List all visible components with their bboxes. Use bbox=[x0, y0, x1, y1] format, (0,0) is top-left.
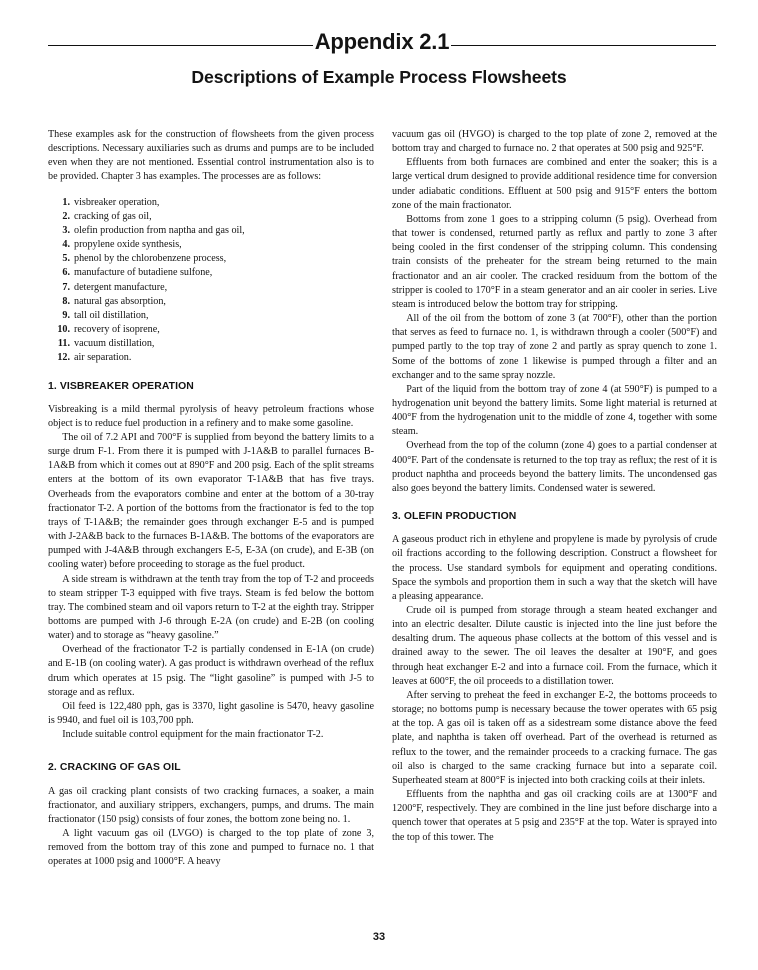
list-item-number: 1. bbox=[62, 196, 70, 208]
list-item bbox=[48, 281, 374, 295]
list-item-number: 7. bbox=[62, 281, 70, 293]
list-item-number: 12. bbox=[57, 352, 70, 364]
olefin-paragraph: Crude oil is pumped from storage through a steam heated exchanger and into an electric desalter. Dilute caustic is injected into the line just before the desalting drum. The aqueous phase collects at the bottom of this vessel and is drained away to the sewer. The oil leaves the desalter at 190°F, and goes through heat exchanger E-2 and into a furnace coil. From the furnace, which it leaves at 600°F, the oil proceeds to a distillation tower. bbox=[392, 605, 717, 687]
list-item bbox=[48, 295, 374, 309]
visbreaker-paragraph: A side stream is withdrawn at the tenth tray from the top of T-2 and proceeds to steam stripper T-3 equipped with five trays. Steam is fed below the bottom tray. The combined steam and oil vapors return to T-2 at the eighth tray. Stripper bottoms are pumped with J-6 through E-2A (on crude) and E-2B (on cooling water) and to storage as “heavy gasoline.” bbox=[48, 573, 374, 642]
list-item-number: 9. bbox=[62, 309, 70, 321]
list-item bbox=[48, 266, 374, 280]
list-item-text: propylene oxide synthesis, bbox=[74, 239, 182, 251]
list-item-number: 4. bbox=[62, 239, 70, 251]
visbreaker-paragraph: Overhead of the fractionator T-2 is partially condensed in E-1A (on crude) and E-1B (on cooling water). A gas product is withdrawn overhead of the reflux drum which operates at 15 psig. The “light gasoline” is pumped with J-5 to storage and as reflux. bbox=[48, 644, 374, 698]
list-item-text: visbreaker operation, bbox=[74, 196, 160, 208]
section-heading-visbreaker: 1. VISBREAKER OPERATION bbox=[48, 380, 194, 392]
list-item bbox=[48, 323, 374, 337]
list-item-number: 3. bbox=[62, 224, 70, 236]
gas-oil-paragraph: vacuum gas oil (HVGO) is charged to the top plate of zone 2, removed at the bottom tray and charged to furnace no. 2 that operates at 500 psig and 925°F. bbox=[392, 129, 717, 155]
list-item-text: detergent manufacture, bbox=[74, 281, 168, 293]
gas-oil-paragraph: Overhead from the top of the column (zone 4) goes to a partial condenser at 400°F. Part of the condensate is returned to the top tray as reflux; the rest of it is product naphtha and proceeds beyond the battery limits. The uncondensed gas also goes beyond the battery limits. Condensed water is sewered. bbox=[392, 440, 717, 494]
left-column bbox=[48, 128, 374, 870]
list-item-number: 11. bbox=[57, 338, 70, 350]
list-item-text: air separation. bbox=[74, 352, 132, 364]
list-item-number: 2. bbox=[62, 210, 70, 222]
process-list bbox=[48, 196, 374, 366]
list-item-number: 8. bbox=[62, 295, 70, 307]
gas-oil-paragraph: Part of the liquid from the bottom tray of zone 4 (at 590°F) is pumped to a hydrogenation unit beyond the battery limits. Some light material is returned at 400°F from the hydrogenation unit to the middle of zone 4, together with some steam. bbox=[392, 383, 717, 438]
section-heading-olefin-production: 3. OLEFIN PRODUCTION bbox=[392, 511, 517, 523]
list-item bbox=[48, 224, 374, 238]
list-item-number: 5. bbox=[62, 253, 70, 265]
visbreaker-paragraph: Include suitable control equipment for the main fractionator T-2. bbox=[62, 729, 324, 741]
list-item-text: recovery of isoprene, bbox=[74, 324, 160, 336]
gas-oil-paragraph: All of the oil from the bottom of zone 3 (at 700°F), other than the portion that serves as feed to furnace no. 1, is withdrawn through a cooler (500°F) and pumped partly to the top tray of zone 2 and partly as spray quench to zone 1. Some of the bottoms of zone 1 likewise is pumped through a filter and an exchanger and to the same spray nozzle. bbox=[392, 313, 717, 381]
appendix-header bbox=[48, 24, 716, 60]
page-subtitle: Descriptions of Example Process Flowsheets bbox=[191, 67, 567, 87]
olefin-paragraph: Effluents from the naphtha and gas oil cracking coils are at 1300°F and 1200°F, respectively. They are combined in the line just before discharge into a quench tower that operates at 5 psig and 235°F at the top. Water is sprayed into the top of this tower. The bbox=[392, 789, 717, 843]
section-heading-gas-oil-cracking: 2. CRACKING OF GAS OIL bbox=[48, 762, 181, 774]
list-item-text: olefin production from naptha and gas oil, bbox=[74, 224, 245, 236]
visbreaker-paragraph: Visbreaking is a mild thermal pyrolysis of heavy petroleum fractions whose object is to reduce fuel production in a refinery and to make some gasoline. bbox=[48, 403, 374, 429]
appendix-title: Appendix 2.1 bbox=[314, 29, 450, 54]
list-item bbox=[48, 252, 374, 266]
list-item-text: phenol by the chlorobenzene process, bbox=[74, 253, 227, 265]
list-item-text: tall oil distillation, bbox=[74, 309, 149, 321]
list-item bbox=[48, 238, 374, 252]
list-item bbox=[48, 210, 374, 224]
list-item-text: vacuum distillation, bbox=[74, 338, 155, 350]
list-item bbox=[48, 309, 374, 323]
list-item-number: 6. bbox=[62, 267, 70, 279]
gas-oil-paragraph: A gas oil cracking plant consists of two cracking furnaces, a soaker, a main fractionator, and auxiliary strippers, exchangers, pumps, and drums. The main fractionator (150 psig) consists of four zones, the bottom zone being no. 1. bbox=[48, 785, 374, 825]
header-rule-right bbox=[451, 45, 716, 46]
page-number: 33 bbox=[372, 931, 386, 943]
right-column bbox=[392, 128, 717, 845]
gas-oil-paragraph: Effluents from both furnaces are combined and enter the soaker; this is a large vertical drum designed to provide additional residence time for conversion under adiabatic conditions. Effluent at 500 psig and 915°F enters the bottom zone of the main fractionator. bbox=[392, 157, 717, 211]
olefin-paragraph: After serving to preheat the feed in exchanger E-2, the bottoms proceeds to storage; no bottoms pump is necessary because the tower operates with 65 psig at the top. A gas oil is taken off as a sidestream some distance above the feed plate, and naphtha is taken off overhead. Part of the overhead is returned as reflux to the tower, and the remainder proceeds to a cracking furnace. The gas oil also is charged to the same cracking furnace but into a separate coil. Superheated steam at 800°F is injected into both cracking coils at their inlets. bbox=[392, 689, 717, 786]
gas-oil-paragraph: A light vacuum gas oil (LVGO) is charged to the top plate of zone 3, removed from the bottom tray of this zone and pumped to furnace no. 1 that operates at 1000 psig and 1000°F. A heavy bbox=[48, 828, 374, 868]
list-item-text: manufacture of butadiene sulfone, bbox=[74, 267, 213, 279]
list-item-text: cracking of gas oil, bbox=[74, 210, 152, 222]
list-item bbox=[48, 337, 374, 351]
visbreaker-paragraph: Oil feed is 122,480 pph, gas is 3370, light gasoline is 5470, heavy gasoline is 9940, and fuel oil is 103,700 pph. bbox=[48, 700, 374, 727]
olefin-paragraph: A gaseous product rich in ethylene and propylene is made by pyrolysis of crude oil fractions according to the following description. Construct a flowsheet for the process. Use standard symbols for equipment and operating conditions. Space the symbols and proportion them in such a way that the sketch will have a pleasing appearance. bbox=[392, 534, 717, 602]
list-item-text: natural gas absorption, bbox=[74, 295, 166, 307]
list-item bbox=[48, 196, 374, 210]
list-item bbox=[48, 351, 374, 365]
header-rule-left bbox=[48, 45, 313, 46]
intro-paragraph: These examples ask for the construction of flowsheets from the given process descriptions. Necessary auxiliaries such as drums and pumps are to be included even when they are not mentioned. Essential control instrumentation also is to be provided. Chapter 3 has examples. The processes are as follows: bbox=[48, 129, 374, 183]
list-item-number: 10. bbox=[57, 324, 70, 336]
visbreaker-paragraph: The oil of 7.2 API and 700°F is supplied from beyond the battery limits to a surge drum F-1. From there it is pumped with J-1A&B to parallel furnaces B-1A&B from which it comes out at 890°F and 200 psig. Each of the split streams enters at the bottom of its own evaporator T-1A&B that has five trays. Overheads from the evaporators combine and enter at the bottom of a 30-tray fractionator T-2. A portion of the bottoms from the fractionator is fed to the top trays of T-1A&B; the remainder goes through exchanger E-5 and is pumped with J-2A&B back to the furnaces B-1A&B. The bottoms of the evaporators are pumped with J-4A&B through exchangers E-5, E-3A (on crude), and E-3B (on cooling water) before proceeding to storage as the fuel product. bbox=[48, 431, 374, 571]
gas-oil-paragraph: Bottoms from zone 1 goes to a stripping column (5 psig). Overhead from that tower is condensed, returned partly as reflux and partly to zone 3 after being cooled in the first condenser of the stripping column. This condensing train consists of the preheater for the stream being returned to the main fractionator and an air cooler. The cracked residuum from the bottom of the stripper is cooled to 170°F in a steam generator and an air cooler in series. Live steam is introduced below the bottom tray for stripping. bbox=[392, 213, 717, 310]
